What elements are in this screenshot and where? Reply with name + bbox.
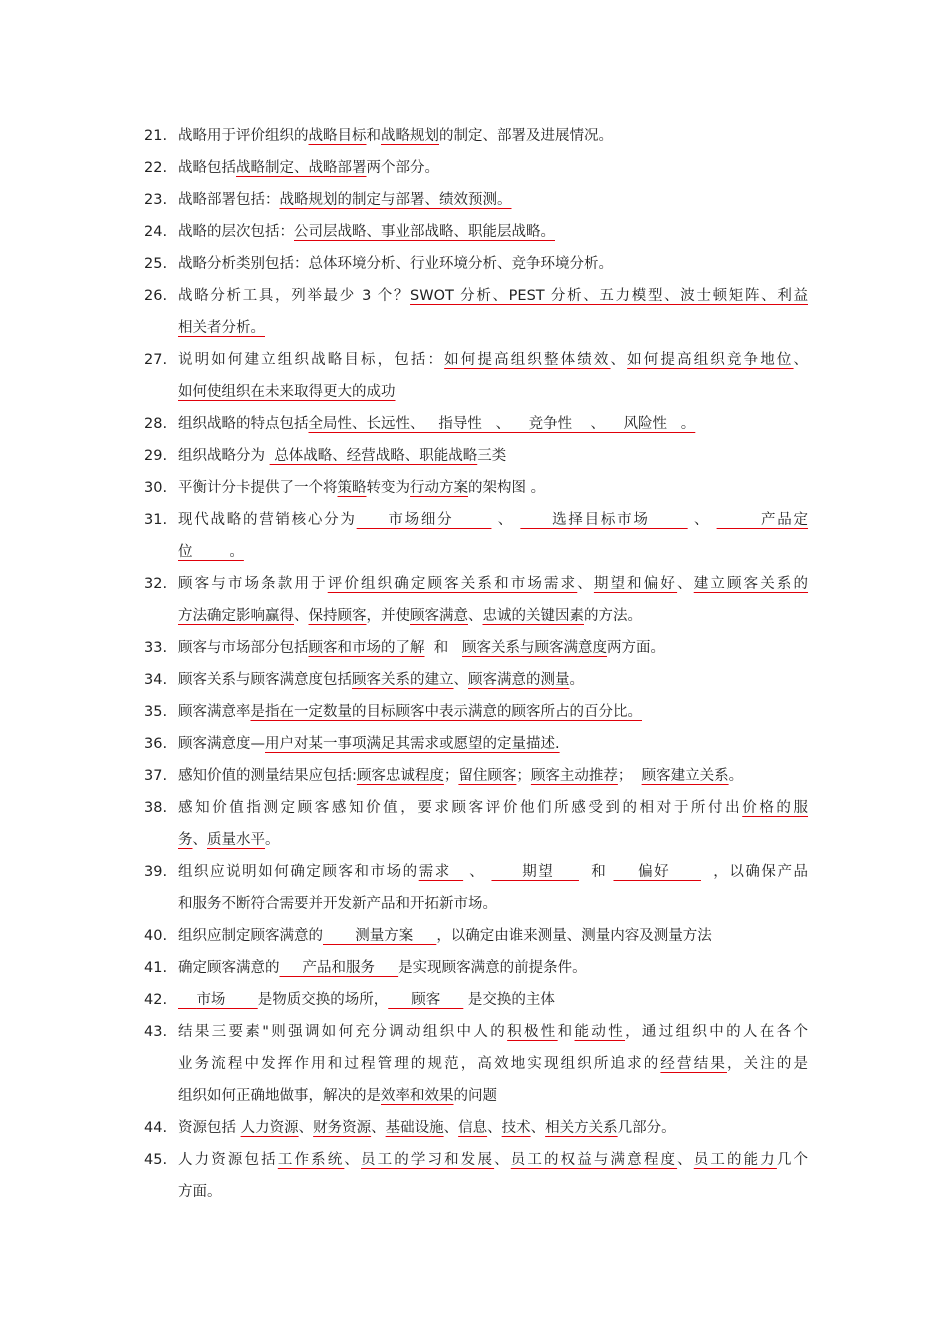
underlined-answer: 测量方案 [323,928,437,944]
text-segment: 、 [494,1152,511,1168]
text-segment: 组织应说明如何确定顾客和市场的 [178,864,419,880]
item-number: 30. [144,480,168,496]
text-segment: 的方法。 [584,608,642,624]
text-segment: 战略分析工具，列举最少 3 个？ [178,288,411,304]
underlined-answer: 建立顾客关系的 [693,576,809,592]
text-segment: 、 [610,352,628,368]
underlined-answer: 产品定 [716,512,809,528]
underlined-answer: 员工的学习和发展 [361,1152,495,1168]
underlined-answer: 评价组织确定顾客关系和市场需求 [327,576,578,592]
item-number: 36. [144,736,168,752]
item-number: 35. [144,704,168,720]
text-segment: 顾客与市场部分包括 [178,640,309,656]
underlined-answer: 策略 [337,480,367,496]
underlined-answer: 保持顾客 [308,608,367,624]
text-segment: 组织如何正确地做事，解决的是 [178,1088,381,1104]
text-segment: 、 [463,864,492,880]
text-segment: 组织应制定顾客满意的 [178,928,323,944]
underlined-answer: 顾客 [388,992,464,1008]
item-text [178,1176,808,1208]
text-segment: 、 [687,512,717,528]
item-text [178,280,808,312]
item-text [178,664,808,696]
underlined-answer: 人力资源 [240,1120,299,1136]
text-segment: ； [516,768,531,784]
text-segment: 、 [793,352,809,368]
text-segment: 、 [453,672,468,688]
item-text [178,600,808,632]
item-number: 28. [144,416,168,432]
underlined-answer: 偏好 [613,864,701,880]
text-segment: ，关注的是 [726,1056,809,1072]
underlined-answer: 公司层战略、事业部战略、职能层战略。 [294,224,555,240]
text-segment: ，以确定由谁来测量、测量内容及测量方法 [436,928,712,944]
text-segment: 、 [192,832,207,848]
item-number: 37. [144,768,168,784]
text-segment: 、 [677,1152,694,1168]
text-segment: 顾客关系与顾客满意度包括 [178,672,352,688]
text-segment: 方面。 [178,1184,222,1200]
text-segment: 、 [530,1120,546,1136]
text-segment: 和服务不断符合需要并开发新产品和开拓新市场。 [178,896,497,912]
item-number: 43. [144,1024,168,1040]
underlined-answer: 期望和偏好 [593,576,678,592]
text-segment: 人力资源包括 [178,1152,278,1168]
underlined-answer: 工作系统 [277,1152,345,1168]
text-segment: 三类 [477,448,507,464]
text-segment: 两方面。 [607,640,666,656]
item-number: 31. [144,512,168,528]
item-text [178,408,808,440]
item-number: 25. [144,256,168,272]
item-text [178,792,808,824]
underlined-answer: 忠诚的关键因素 [482,608,584,624]
item-number: 32. [144,576,168,592]
item-number: 24. [144,224,168,240]
underlined-answer: 质量水平 [207,832,265,848]
item-number: 39. [144,864,168,880]
text-segment: 战略用于评价组织的 [178,128,309,144]
item-text [178,824,808,856]
item-text [178,856,808,888]
text-segment: 战略分析类别包括：总体环境分析、行业环境分析、竞争环境分析。 [178,256,613,272]
item-text [178,888,808,920]
item-text [178,472,808,504]
text-segment: 。 [265,832,280,848]
item-text [178,344,808,376]
underlined-answer: SWOT 分析、PEST 分析、五力模型、波士顿矩阵、利益 [410,288,808,304]
underlined-answer: 务 [178,832,193,848]
item-number: 23. [144,192,168,208]
text-segment: 顾客满意度— [178,736,265,752]
text-segment: 是交换的主体 [463,992,555,1008]
item-text [178,504,808,536]
underlined-answer: 如何使组织在未来取得更大的成功 [178,384,396,400]
underlined-answer: 顾客满意的测量 [468,672,570,688]
text-segment: 、 [677,576,694,592]
underlined-answer: 顾客关系的建立 [352,672,454,688]
underlined-answer: 用户对某一事项满足其需求或愿望的定量描述. [265,736,560,752]
text-segment: 、 [371,1120,386,1136]
item-number: 21. [144,128,168,144]
item-number: 42. [144,992,168,1008]
underlined-answer: 留住顾客 [458,768,517,784]
underlined-answer: 经营结果 [660,1056,727,1072]
item-number: 26. [144,288,168,304]
text-segment: 战略的层次包括： [178,224,294,240]
item-number: 41. [144,960,168,976]
text-segment: 、 [298,1120,314,1136]
text-segment: ，通过组织中的人在各个 [625,1024,809,1040]
underlined-answer: 市场 [178,992,258,1008]
text-segment: 两个部分。 [366,160,439,176]
item-number: 22. [144,160,168,176]
item-number: 38. [144,800,168,816]
text-segment: 和 [578,864,614,880]
text-segment: 。 [728,768,744,784]
item-text [178,1048,808,1080]
underlined-answer: 如何提高组织整体绩效 [444,352,611,368]
item-number: 33. [144,640,168,656]
text-segment: 感知价值指测定顾客感知价值，要求顾客评价他们所感受到的相对于所付出 [178,800,743,816]
text-segment: 、 [577,576,594,592]
item-text [178,984,808,1016]
underlined-answer: 战略规划的制定与部署、绩效预测。 [279,192,512,208]
text-segment: 的制定、部署及进展情况。 [439,128,613,144]
underlined-answer: 积极性 [507,1024,558,1040]
underlined-answer: 市场细分 [356,512,492,528]
item-text [178,216,808,248]
item-text [178,760,808,792]
text-segment: 平衡计分卡提供了一个将 [178,480,338,496]
item-text [178,1144,808,1176]
item-text [178,952,808,984]
item-text [178,1080,808,1112]
underlined-answer: 选择目标市场 [520,512,688,528]
item-text [178,1016,808,1048]
underlined-answer: 如何提高组织竞争地位 [627,352,794,368]
underlined-answer: 顾客和市场的了解 [308,640,425,656]
item-text [178,632,808,664]
underlined-answer: 效率和效果 [381,1088,454,1104]
underlined-answer: 位 。 [178,544,244,560]
underlined-answer: 战略制定、战略部署 [236,160,367,176]
item-text [178,312,808,344]
underlined-answer: 信息 [458,1120,488,1136]
item-text [178,184,808,216]
underlined-answer: 战略规划 [381,128,439,144]
item-number: 45. [144,1152,168,1168]
underlined-answer: 顾客忠诚程度 [356,768,444,784]
item-text [178,728,808,760]
text-segment: 和 [366,128,381,144]
text-segment: 资源包括 [178,1120,241,1136]
item-number: 34. [144,672,168,688]
text-segment: 几个 [776,1152,809,1168]
text-segment: ，并使 [366,608,410,624]
text-segment: ； [617,768,642,784]
underlined-answer: 方法确定影响赢得 [178,608,294,624]
text-segment: 、 [344,1152,361,1168]
underlined-answer: 是指在一定数量的目标顾客中表示满意的顾客所占的百分比。 [250,704,642,720]
item-text [178,568,808,600]
underlined-answer: 顾客主动推荐 [530,768,618,784]
item-text [178,248,808,280]
underlined-answer: 价格的服 [742,800,809,816]
text-segment: ，以确保产品 [700,864,809,880]
underlined-answer: 战略目标 [308,128,367,144]
underlined-answer: 全局性、长远性、 指导性 、 竞争性 、 风险性 。 [308,416,696,432]
underlined-answer: 财务资源 [313,1120,372,1136]
item-text [178,920,808,952]
text-segment: 现代战略的营销核心分为 [178,512,357,528]
item-number: 29. [144,448,168,464]
underlined-answer: 顾客关系与顾客满意度 [462,640,608,656]
item-text [178,376,808,408]
text-segment: 业务流程中发挥作用和过程管理的规范，高效地实现组织所追求的 [178,1056,661,1072]
text-segment: 和 [424,640,463,656]
underlined-answer: 产品和服务 [279,960,399,976]
underlined-answer: 技术 [501,1120,531,1136]
item-text [178,152,808,184]
underlined-answer: 基础设施 [385,1120,444,1136]
text-segment: 、 [468,608,483,624]
text-segment: 、 [443,1120,459,1136]
text-segment: 转变为 [366,480,410,496]
text-segment: 的问题 [453,1088,497,1104]
text-segment: 说明如何建立组织战略目标，包括： [178,352,445,368]
item-number: 40. [144,928,168,944]
text-segment: 的架构图 。 [468,480,546,496]
underlined-answer: 能动性 [574,1024,626,1040]
text-segment: 、 [487,1120,502,1136]
item-text [178,696,808,728]
underlined-answer: 需求 [418,864,464,880]
item-number: 44. [144,1120,168,1136]
text-segment: 确定顾客满意的 [178,960,280,976]
text-segment: 组织战略的特点包括 [178,416,309,432]
text-segment: 、 [294,608,309,624]
text-segment: 顾客满意率 [178,704,251,720]
underlined-answer: 员工的权益与满意程度 [510,1152,678,1168]
text-segment: 是实现顾客满意的前提条件。 [398,960,587,976]
underlined-answer: 员工的能力 [693,1152,777,1168]
underlined-answer: 行动方案 [410,480,468,496]
text-segment: 顾客与市场条款用于 [178,576,328,592]
text-segment: 战略部署包括： [178,192,280,208]
text-segment: 几部分。 [617,1120,676,1136]
item-text [178,536,808,568]
text-segment: ； [443,768,459,784]
text-segment: 战略包括 [178,160,236,176]
item-text [178,120,808,152]
text-segment: 组织战略分为 [178,448,270,464]
text-segment: 和 [557,1024,575,1040]
underlined-answer: 总体战略、经营战略、职能战略 [269,448,478,464]
underlined-answer: 顾客建立关系 [641,768,729,784]
underlined-answer: 期望 [491,864,579,880]
underlined-answer: 相关方关系 [545,1120,618,1136]
item-number: 27. [144,352,168,368]
underlined-answer: 顾客满意 [410,608,468,624]
text-segment: 结果三要素"则强调如何充分调动组织中人的 [178,1024,508,1040]
text-segment: 、 [491,512,521,528]
underlined-answer: 相关者分析。 [178,320,265,336]
item-text [178,440,808,472]
text-segment: 。 [569,672,584,688]
item-text [178,1112,808,1144]
text-segment: 感知价值的测量结果应包括: [178,768,357,784]
text-segment: 是物质交换的场所， [257,992,389,1008]
